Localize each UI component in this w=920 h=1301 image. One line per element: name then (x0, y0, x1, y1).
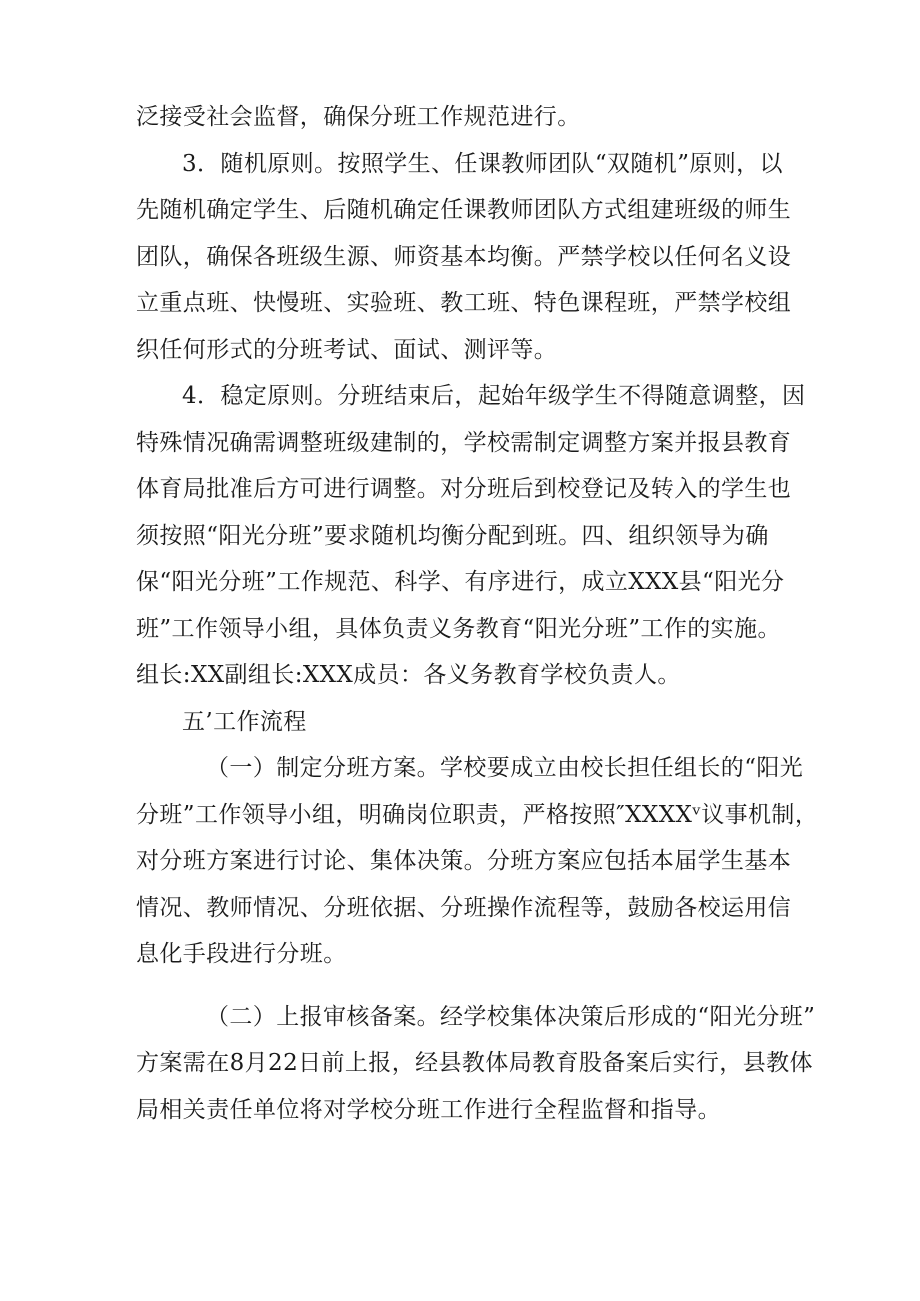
paragraph-line: 体育局批准后方可进行调整。对分班后到校登记及转入的学生也 (136, 476, 792, 502)
paragraph-spacer (136, 978, 800, 994)
section-heading: 五’工作流程 (182, 708, 307, 735)
paragraph-line: 息化手段进行分班。 (136, 941, 347, 967)
paragraph-line: 4．稳定原则。分班结束后，起始年级学生不得随意调整，因 (182, 383, 806, 409)
document-body (136, 94, 819, 1133)
paragraph-line: 织任何形式的分班考试、面试、测评等。 (136, 336, 558, 363)
paragraph-line: 情况、教师情况、分班依据、分班操作流程等，鼓励各校运用信 (136, 894, 792, 921)
paragraph-line: 方案需在8月22日前上报，经县教体局教育股备案后实行，县教体 (136, 1050, 813, 1076)
paragraph-line: 团队，确保各班级生源、师资基本均衡。严禁学校以任何名义设 (136, 243, 792, 270)
paragraph-line: 组长:XX副组长:XXX成员：各义务教育学校负责人。 (136, 662, 681, 688)
paragraph-line: 3．随机原则。按照学生、任课教师团队“双随机”原则，以 (182, 150, 783, 177)
paragraph-line: 分班”工作领导小组，明确岗位职责，严格按照″XXXXᵛ议事机制， (136, 801, 819, 828)
paragraph-line: 对分班方案进行讨论、集体决策。分班方案应包括本届学生基本 (136, 848, 792, 874)
paragraph-line: （二）上报审核备案。经学校集体决策后形成的“阳光分班” (206, 1003, 816, 1030)
paragraph-line: 班”工作领导小组，具体负责义务教育“阳光分班”工作的实施。 (136, 615, 781, 642)
paragraph-line: 特殊情况确需调整班级建制的，学校需制定调整方案并报县教育 (136, 429, 792, 456)
paragraph-line: 保“阳光分班”工作规范、科学、有序进行，成立XXX县“阳光分 (136, 569, 785, 595)
paragraph-line: 局相关责任单位将对学校分班工作进行全程监督和指导。 (136, 1096, 721, 1123)
paragraph-line: 泛接受社会监督，确保分班工作规范进行。 (136, 104, 581, 130)
paragraph-line: 须按照“阳光分班”要求随机均衡分配到班。四、组织领导为确 (136, 522, 769, 549)
paragraph-line: 先随机确定学生、后随机确定任课教师团队方式组建班级的师生 (136, 197, 792, 223)
paragraph-line: （一）制定分班方案。学校要成立由校长担任组长的“阳光 (206, 755, 804, 781)
paragraph-line: 立重点班、快慢班、实验班、教工班、特色课程班，严禁学校组 (136, 290, 792, 316)
